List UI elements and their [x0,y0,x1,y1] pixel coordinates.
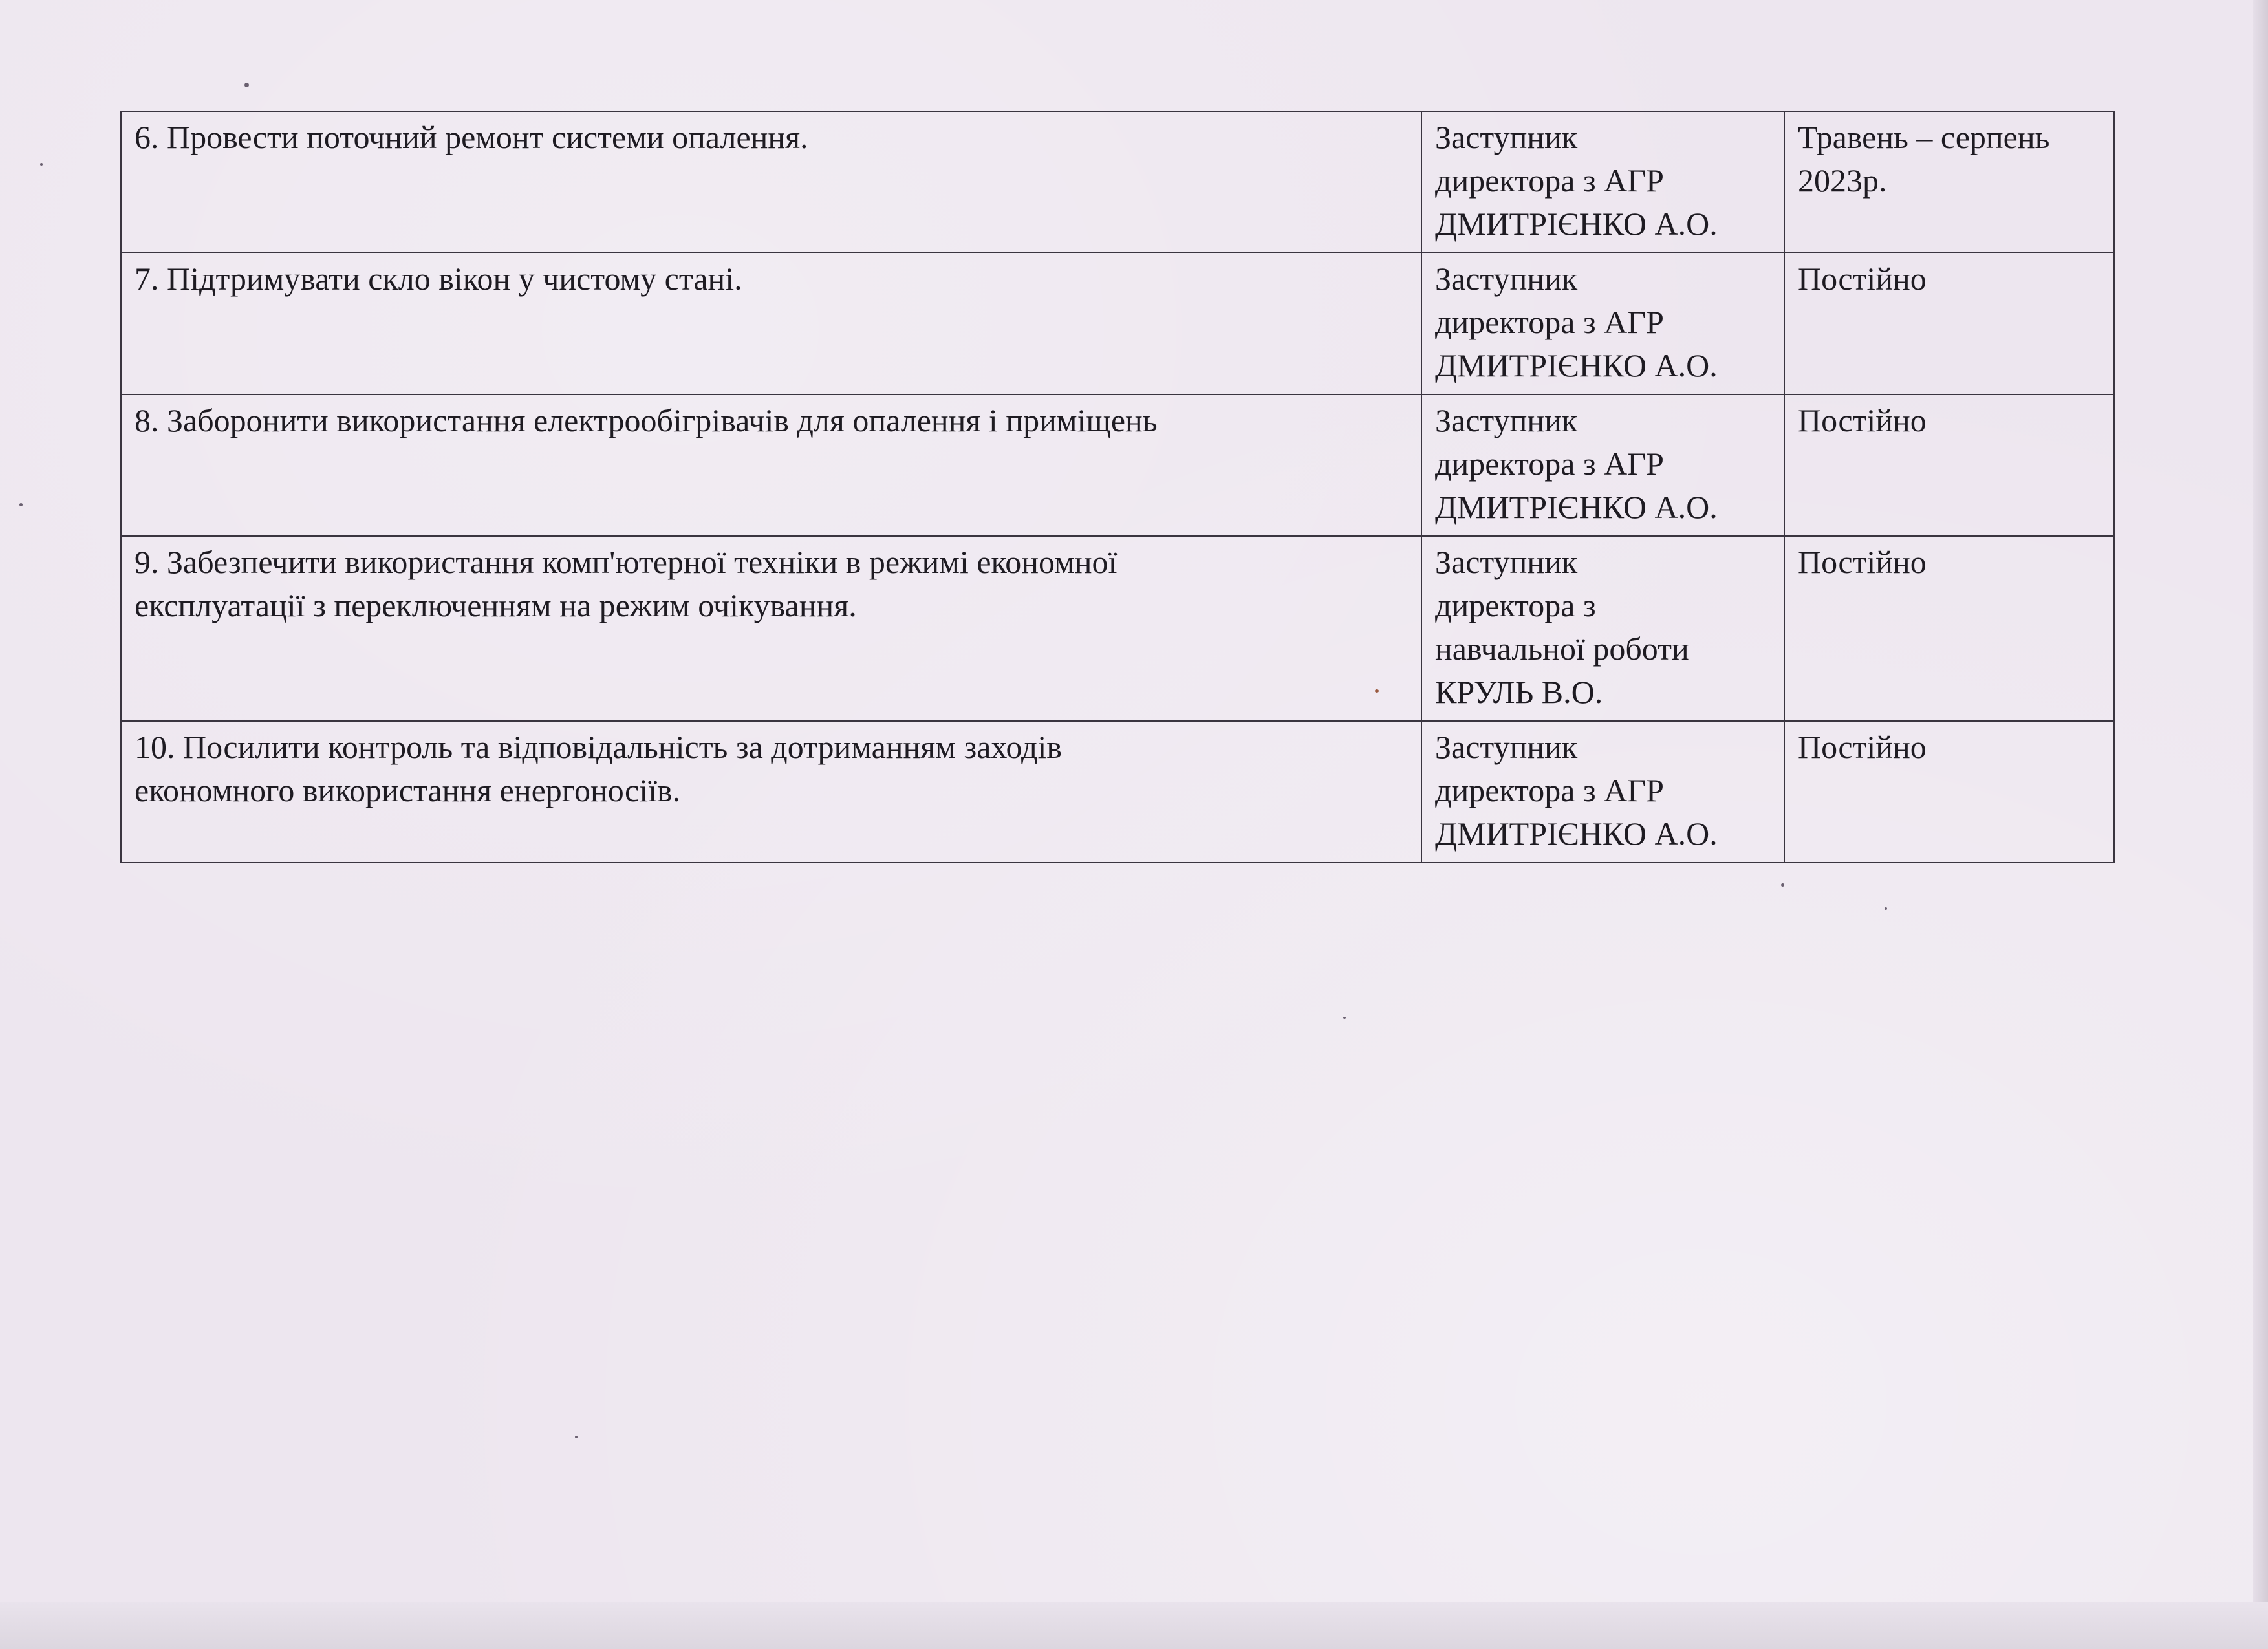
table-row [121,253,2114,394]
responsible-cell [1421,111,1784,253]
task-text-line: експлуатації з переключенням на режим очікування. [135,587,857,623]
task-text: 7. Підтримувати скло вікон у чистому стані. [135,261,742,297]
table-row [121,111,2114,253]
term-line: Травень – серпень [1798,119,2050,155]
responsible-line: КРУЛЬ В.О. [1435,674,1603,710]
task-text-line: 9. Забезпечити використання комп'ютерної техніки в режимі економної [135,544,1118,580]
task-text-line: 10. Посилити контроль та відповідальність за дотриманням заходів [135,729,1062,765]
responsible-cell [1421,394,1784,536]
term-cell [1784,536,2114,721]
term-cell [1784,721,2114,863]
scan-speck [1343,1017,1346,1019]
term-line: Постійно [1798,729,1927,765]
term-cell [1784,111,2114,253]
term-line: Постійно [1798,402,1927,438]
term-line: Постійно [1798,261,1927,297]
responsible-cell [1421,253,1784,394]
task-text: 6. Провести поточний ремонт системи опалення. [135,119,808,155]
task-cell [121,721,1421,863]
task-cell [121,536,1421,721]
task-text: 8. Заборонити використання електрообігрівачів для опалення і приміщень [135,402,1158,438]
scan-speck [19,503,23,506]
responsible-line: директора з [1435,587,1596,623]
term-cell [1784,253,2114,394]
term-line: 2023р. [1798,162,1887,199]
responsible-line: Заступник [1435,261,1578,297]
responsible-line: директора з АГР [1435,162,1664,199]
scan-bottom-edge [0,1602,2268,1649]
responsible-line: директора з АГР [1435,304,1664,340]
responsible-line: директора з АГР [1435,772,1664,808]
scan-speck [575,1436,578,1438]
scan-right-edge [2253,0,2268,1649]
responsible-cell [1421,536,1784,721]
responsible-line: Заступник [1435,402,1578,438]
measures-table [120,111,2115,863]
scan-speck [1781,883,1784,887]
responsible-line: ДМИТРІЄНКО А.О. [1435,489,1718,525]
task-text-line: економного використання енергоносіїв. [135,772,681,808]
responsible-line: Заступник [1435,729,1578,765]
responsible-line: Заступник [1435,119,1578,155]
scan-speck [1885,907,1887,910]
term-line: Постійно [1798,544,1927,580]
task-cell [121,111,1421,253]
table-row [121,536,2114,721]
scan-speck [244,83,249,87]
term-cell [1784,394,2114,536]
responsible-line: Заступник [1435,544,1578,580]
table-row [121,394,2114,536]
responsible-line: ДМИТРІЄНКО А.О. [1435,347,1718,383]
responsible-cell [1421,721,1784,863]
table-row [121,721,2114,863]
responsible-line: директора з АГР [1435,446,1664,482]
task-cell [121,253,1421,394]
scan-speck [40,163,43,166]
responsible-line: навчальної роботи [1435,630,1689,667]
task-cell [121,394,1421,536]
responsible-line: ДМИТРІЄНКО А.О. [1435,206,1718,242]
responsible-line: ДМИТРІЄНКО А.О. [1435,815,1718,852]
